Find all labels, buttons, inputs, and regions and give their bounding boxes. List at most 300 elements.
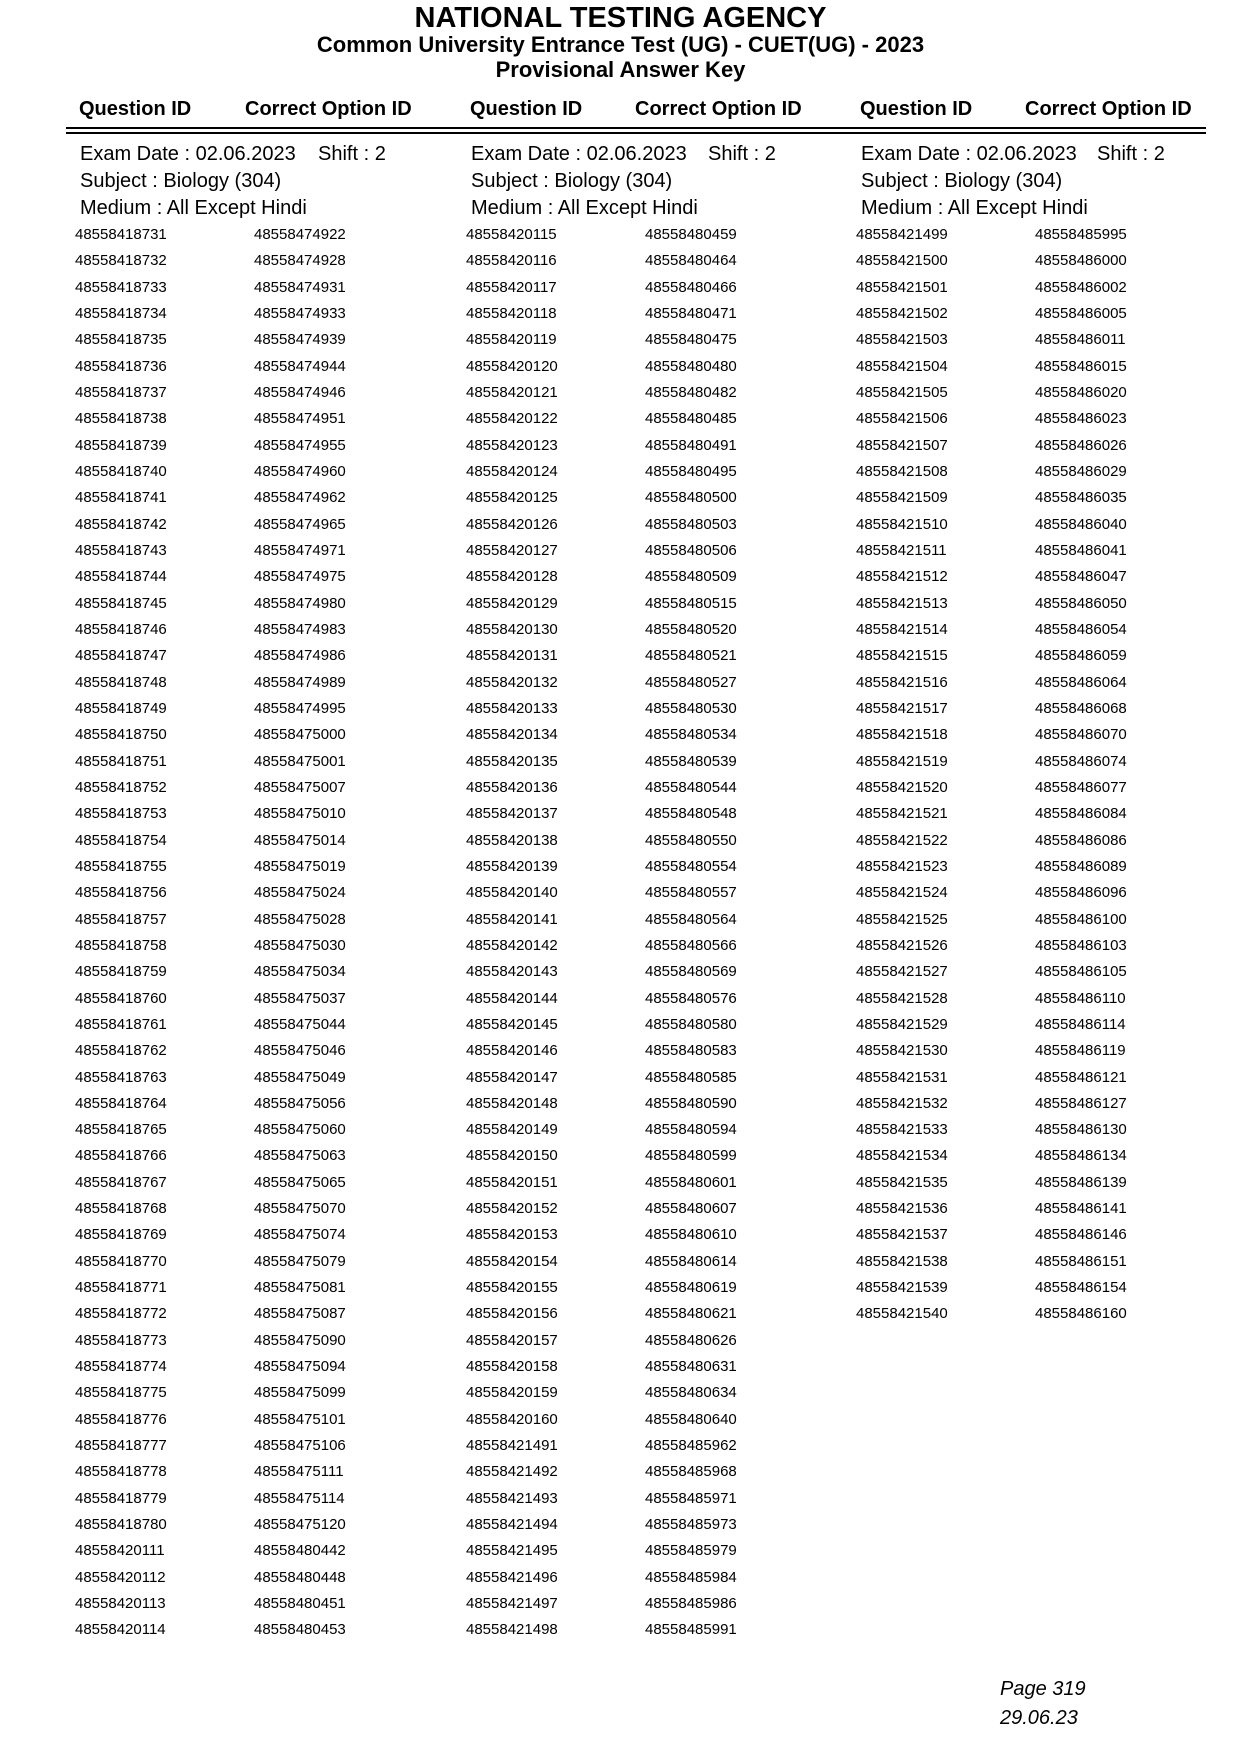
correct-option-id-cell: 48558486110 [1035,989,1126,1007]
question-id-cell: 48558421529 [856,1015,948,1033]
table-row [75,804,470,830]
question-id-cell: 48558420153 [466,1226,558,1244]
question-id-cell: 48558420138 [466,831,558,849]
question-id-cell: 48558421527 [856,963,948,981]
table-row [856,357,1241,383]
table-row [75,1568,470,1594]
table-row [856,1120,1241,1146]
table-row [856,567,1241,593]
correct-option-id-cell: 48558480534 [645,726,737,744]
table-row [466,515,861,541]
question-id-cell: 48558418733 [75,278,167,296]
correct-option-id-cell: 48558474962 [254,489,346,507]
table-row [75,1173,470,1199]
table-row [75,1041,470,1067]
correct-option-id-cell: 48558486141 [1035,1200,1127,1218]
question-id-cell: 48558420125 [466,489,558,507]
question-id-cell: 48558420115 [466,226,557,243]
correct-option-id-cell: 48558474971 [254,541,346,559]
question-id-cell: 48558420126 [466,515,558,533]
table-row [75,1225,470,1251]
question-id-cell: 48558421518 [856,726,948,744]
correct-option-id-cell: 48558486015 [1035,357,1127,375]
correct-option-id-cell: 48558486074 [1035,752,1127,770]
question-id-cell: 48558418752 [75,778,167,796]
correct-option-id-cell: 48558486005 [1035,304,1127,322]
correct-option-id-cell: 48558486041 [1035,541,1127,559]
table-row [466,1199,861,1225]
table-row [75,857,470,883]
correct-option-id-cell: 48558475079 [254,1252,346,1270]
correct-option-id-cell: 48558486047 [1035,568,1127,586]
question-id-cell: 48558421538 [856,1252,948,1270]
header-divider-bottom [66,132,1206,134]
table-row [856,436,1241,462]
question-id-cell: 48558421507 [856,436,948,454]
table-row [856,488,1241,514]
question-id-cell: 48558420135 [466,752,558,770]
question-id-cell: 48558420114 [75,1621,166,1639]
question-id-cell: 48558421540 [856,1305,948,1323]
question-id-cell: 48558421536 [856,1200,948,1218]
correct-option-id-cell: 48558480544 [645,778,737,796]
table-row [75,1120,470,1146]
question-id-cell: 48558420132 [466,673,558,691]
table-row [75,1278,470,1304]
table-row [75,1541,470,1567]
correct-option-id-cell: 48558486105 [1035,963,1127,981]
table-row [466,1120,861,1146]
question-id-cell: 48558421537 [856,1226,948,1244]
answer-rows [856,225,1241,1331]
exam-title: Common University Entrance Test (UG) - CUET(UG) - 2023 [316,32,925,57]
correct-option-id-cell: 48558474931 [254,278,346,296]
correct-option-id-cell: 48558486086 [1035,831,1127,849]
correct-option-id-cell: 48558480506 [645,541,737,559]
correct-option-id-cell: 48558480453 [254,1621,346,1639]
question-id-cell: 48558418745 [75,594,167,612]
correct-option-id-cell: 48558474944 [254,357,346,375]
question-id-cell: 48558420145 [466,1015,558,1033]
question-id-cell: 48558421496 [466,1568,558,1586]
table-row [75,883,470,909]
question-id-cell: 48558421522 [856,831,948,849]
question-id-cell: 48558418775 [75,1384,167,1402]
question-id-cell: 48558421526 [856,936,948,954]
correct-option-id-cell: 48558486121 [1035,1068,1127,1086]
question-id-cell: 48558418770 [75,1252,167,1270]
correct-option-id-cell: 48558480640 [645,1410,737,1428]
table-row [856,1199,1241,1225]
question-id-cell: 48558421500 [856,252,948,270]
table-row [466,831,861,857]
table-row [466,567,861,593]
table-row [856,646,1241,672]
correct-option-id-cell: 48558480626 [645,1331,737,1349]
correct-option-id-cell: 48558474939 [254,331,346,349]
page-number: Page 319 [1000,1678,1086,1700]
question-id-cell: 48558421525 [856,910,948,928]
question-id-cell: 48558421519 [856,752,948,770]
question-id-cell: 48558420128 [466,568,558,586]
question-id-cell: 48558421534 [856,1147,948,1165]
correct-option-id-cell: 48558486023 [1035,410,1127,428]
table-row [75,1462,470,1488]
table-row [856,1146,1241,1172]
question-id-cell: 48558420123 [466,436,558,454]
correct-option-id-cell: 48558486089 [1035,857,1127,875]
question-id-cell: 48558418761 [75,1015,167,1033]
correct-option-id-cell: 48558486026 [1035,436,1127,454]
correct-option-id-cell: 48558485968 [645,1463,737,1481]
correct-option-id-cell: 48558485984 [645,1568,737,1586]
correct-option-id-cell: 48558480614 [645,1252,737,1270]
correct-option-id-cell: 48558475049 [254,1068,346,1086]
table-row [75,778,470,804]
table-row [75,620,470,646]
correct-option-id-cell: 48558480503 [645,515,737,533]
correct-option-id-cell: 48558475111 [254,1463,344,1481]
table-row [466,936,861,962]
table-row [75,725,470,751]
question-id-cell: 48558420142 [466,936,558,954]
question-id-cell: 48558420117 [466,278,557,296]
table-row [75,1410,470,1436]
table-row [75,1515,470,1541]
table-row [75,515,470,541]
correct-option-id-cell: 48558486127 [1035,1094,1127,1112]
table-row [466,1146,861,1172]
correct-option-id-cell: 48558474951 [254,410,346,428]
correct-option-id-cell: 48558480569 [645,963,737,981]
question-id-cell: 48558421514 [856,620,948,638]
question-id-cell: 48558420151 [466,1173,558,1191]
table-row [75,1357,470,1383]
correct-option-id-cell: 48558480466 [645,278,737,296]
shift: Shift : 2 [1097,143,1165,165]
question-id-cell: 48558418732 [75,252,167,270]
table-row [856,278,1241,304]
question-id-cell: 48558421506 [856,410,948,428]
table-row [75,409,470,435]
correct-option-id-cell: 48558475065 [254,1173,346,1191]
question-id-cell: 48558421528 [856,989,948,1007]
correct-option-id-cell: 48558480631 [645,1358,737,1376]
question-id-cell: 48558418746 [75,620,167,638]
table-row [856,594,1241,620]
table-row [856,1173,1241,1199]
table-row [466,1462,861,1488]
question-id-cell: 48558418766 [75,1147,167,1165]
question-id-cell: 48558418742 [75,515,167,533]
correct-option-id-cell: 48558486040 [1035,515,1127,533]
table-row [75,1199,470,1225]
correct-option-id-cell: 48558485962 [645,1437,737,1455]
correct-option-id-cell: 48558480580 [645,1015,737,1033]
table-row [75,541,470,567]
correct-option-id-cell: 48558475114 [254,1489,345,1507]
question-id-cell: 48558420139 [466,857,558,875]
table-row [75,251,470,277]
correct-option-id-cell: 48558475044 [254,1015,346,1033]
correct-option-id-cell: 48558480451 [254,1595,346,1613]
table-row [466,962,861,988]
correct-option-id-cell: 48558474989 [254,673,346,691]
question-id-cell: 48558418776 [75,1410,167,1428]
table-row [466,462,861,488]
table-row [466,1068,861,1094]
table-row [466,383,861,409]
table-row [856,804,1241,830]
question-id-cell: 48558418773 [75,1331,167,1349]
question-id-cell: 48558418738 [75,410,167,428]
correct-option-id-cell: 48558486064 [1035,673,1127,691]
correct-option-id-cell: 48558474965 [254,515,346,533]
correct-option-id-cell: 48558486139 [1035,1173,1127,1191]
correct-option-id-cell: 48558486084 [1035,805,1127,823]
correct-option-id-cell: 48558475060 [254,1121,346,1139]
table-row [856,831,1241,857]
question-id-cell: 48558418747 [75,647,167,665]
correct-option-id-cell: 48558474986 [254,647,346,665]
question-id-cell: 48558418780 [75,1516,167,1534]
table-row [856,462,1241,488]
question-id-cell: 48558418751 [75,752,167,770]
question-id-cell: 48558418759 [75,963,167,981]
table-row [75,383,470,409]
table-row [75,462,470,488]
table-row [75,278,470,304]
question-id-cell: 48558421530 [856,1042,948,1060]
question-id-cell: 48558421491 [466,1437,558,1455]
medium: Medium : All Except Hindi [80,197,307,219]
table-row [75,1304,470,1330]
subject: Subject : Biology (304) [471,170,673,192]
table-row [856,725,1241,751]
question-id-cell: 48558420118 [466,304,557,322]
question-id-cell: 48558420124 [466,462,558,480]
question-id-cell: 48558420136 [466,778,558,796]
correct-option-id-cell: 48558480527 [645,673,737,691]
question-id-cell: 48558418777 [75,1437,167,1455]
correct-option-id-cell: 48558486100 [1035,910,1127,928]
question-id-cell: 48558418758 [75,936,167,954]
table-row [466,1304,861,1330]
column-header-question-id: Question ID [470,98,583,120]
question-id-cell: 48558420133 [466,699,558,717]
table-row [75,752,470,778]
correct-option-id-cell: 48558486059 [1035,647,1127,665]
table-row [856,1094,1241,1120]
question-id-cell: 48558421501 [856,278,948,296]
correct-option-id-cell: 48558486151 [1035,1252,1127,1270]
agency-title: NATIONAL TESTING AGENCY [414,2,827,34]
question-id-cell: 48558421510 [856,515,948,533]
shift: Shift : 2 [708,143,776,165]
table-row [856,1304,1241,1330]
subject: Subject : Biology (304) [80,170,282,192]
table-row [856,515,1241,541]
column-header-correct-option-id: Correct Option ID [1025,98,1192,120]
question-id-cell: 48558420119 [466,331,557,349]
table-row [856,409,1241,435]
question-id-cell: 48558418743 [75,541,167,559]
correct-option-id-cell: 48558480442 [254,1542,346,1560]
correct-option-id-cell: 48558486077 [1035,778,1127,796]
table-row [75,989,470,1015]
table-row [856,225,1241,251]
correct-option-id-cell: 48558486096 [1035,884,1127,902]
subject: Subject : Biology (304) [861,170,1063,192]
question-id-cell: 48558421517 [856,699,948,717]
table-row [856,304,1241,330]
question-id-cell: 48558421502 [856,304,948,322]
table-row [466,1383,861,1409]
question-id-cell: 48558418735 [75,331,167,349]
correct-option-id-cell: 48558474946 [254,383,346,401]
correct-option-id-cell: 48558480594 [645,1121,737,1139]
table-row [75,673,470,699]
question-id-cell: 48558418754 [75,831,167,849]
question-id-cell: 48558420116 [466,252,557,270]
correct-option-id-cell: 48558474922 [254,226,346,243]
table-row [466,910,861,936]
correct-option-id-cell: 48558475074 [254,1226,346,1244]
correct-option-id-cell: 48558480530 [645,699,737,717]
correct-option-id-cell: 48558480566 [645,936,737,954]
question-id-cell: 48558421504 [856,357,948,375]
table-row [856,857,1241,883]
question-id-cell: 48558418741 [75,489,167,507]
table-row [75,936,470,962]
table-row [466,1357,861,1383]
question-id-cell: 48558421521 [856,805,948,823]
correct-option-id-cell: 48558475087 [254,1305,346,1323]
column-header-question-id: Question ID [79,98,192,120]
correct-option-id-cell: 48558480583 [645,1042,737,1060]
question-id-cell: 48558418731 [75,226,167,243]
correct-option-id-cell: 48558480515 [645,594,737,612]
correct-option-id-cell: 48558480459 [645,226,737,243]
correct-option-id-cell: 48558474975 [254,568,346,586]
question-id-cell: 48558418768 [75,1200,167,1218]
correct-option-id-cell: 48558474955 [254,436,346,454]
table-row [856,910,1241,936]
question-id-cell: 48558418778 [75,1463,167,1481]
table-row [75,330,470,356]
question-id-cell: 48558420113 [75,1595,166,1613]
question-id-cell: 48558421511 [856,541,947,559]
question-id-cell: 48558420120 [466,357,558,375]
table-row [856,778,1241,804]
correct-option-id-cell: 48558485995 [1035,226,1127,243]
correct-option-id-cell: 48558475056 [254,1094,346,1112]
table-row [466,1410,861,1436]
question-id-cell: 48558418736 [75,357,167,375]
question-id-cell: 48558420121 [466,383,558,401]
table-row [75,1252,470,1278]
medium: Medium : All Except Hindi [861,197,1088,219]
question-id-cell: 48558421516 [856,673,948,691]
question-id-cell: 48558420150 [466,1147,558,1165]
correct-option-id-cell: 48558475090 [254,1331,346,1349]
question-id-cell: 48558421531 [856,1068,948,1086]
correct-option-id-cell: 48558475030 [254,936,346,954]
table-row [75,436,470,462]
table-row [75,594,470,620]
table-row [856,1041,1241,1067]
table-row [466,804,861,830]
correct-option-id-cell: 48558475063 [254,1147,346,1165]
table-row [856,752,1241,778]
correct-option-id-cell: 48558480448 [254,1568,346,1586]
correct-option-id-cell: 48558486130 [1035,1121,1127,1139]
table-row [856,673,1241,699]
correct-option-id-cell: 48558480599 [645,1147,737,1165]
correct-option-id-cell: 48558474960 [254,462,346,480]
table-row [75,962,470,988]
correct-option-id-cell: 48558475014 [254,831,346,849]
table-row [466,1620,861,1646]
correct-option-id-cell: 48558486029 [1035,462,1127,480]
question-id-cell: 48558420160 [466,1410,558,1428]
correct-option-id-cell: 48558480634 [645,1384,737,1402]
correct-option-id-cell: 48558480554 [645,857,737,875]
table-row [466,304,861,330]
question-id-cell: 48558421524 [856,884,948,902]
correct-option-id-cell: 48558480610 [645,1226,737,1244]
question-id-cell: 48558420137 [466,805,558,823]
question-id-cell: 48558421512 [856,568,948,586]
answer-rows [466,225,861,1647]
table-row [75,357,470,383]
table-row [856,883,1241,909]
question-id-cell: 48558420148 [466,1094,558,1112]
correct-option-id-cell: 48558474928 [254,252,346,270]
correct-option-id-cell: 48558486160 [1035,1305,1127,1323]
table-row [466,1015,861,1041]
table-row [466,857,861,883]
question-id-cell: 48558420159 [466,1384,558,1402]
question-id-cell: 48558418760 [75,989,167,1007]
correct-option-id-cell: 48558475028 [254,910,346,928]
correct-option-id-cell: 48558480475 [645,331,737,349]
correct-option-id-cell: 48558475034 [254,963,346,981]
question-id-cell: 48558420112 [75,1568,166,1586]
correct-option-id-cell: 48558480500 [645,489,737,507]
question-id-cell: 48558421532 [856,1094,948,1112]
table-row [856,962,1241,988]
exam-date: Exam Date : 02.06.2023 [80,143,296,165]
correct-option-id-cell: 48558475001 [254,752,346,770]
table-row [466,1436,861,1462]
question-id-cell: 48558420147 [466,1068,558,1086]
correct-option-id-cell: 48558480491 [645,436,737,454]
question-id-cell: 48558421509 [856,489,948,507]
table-row [75,910,470,936]
correct-option-id-cell: 48558486054 [1035,620,1127,638]
table-row [466,1331,861,1357]
correct-option-id-cell: 48558486146 [1035,1226,1127,1244]
question-id-cell: 48558420130 [466,620,558,638]
correct-option-id-cell: 48558480621 [645,1305,737,1323]
correct-option-id-cell: 48558486114 [1035,1015,1126,1033]
correct-option-id-cell: 48558480550 [645,831,737,849]
table-row [466,883,861,909]
question-id-cell: 48558418739 [75,436,167,454]
table-row [466,646,861,672]
question-id-cell: 48558420156 [466,1305,558,1323]
